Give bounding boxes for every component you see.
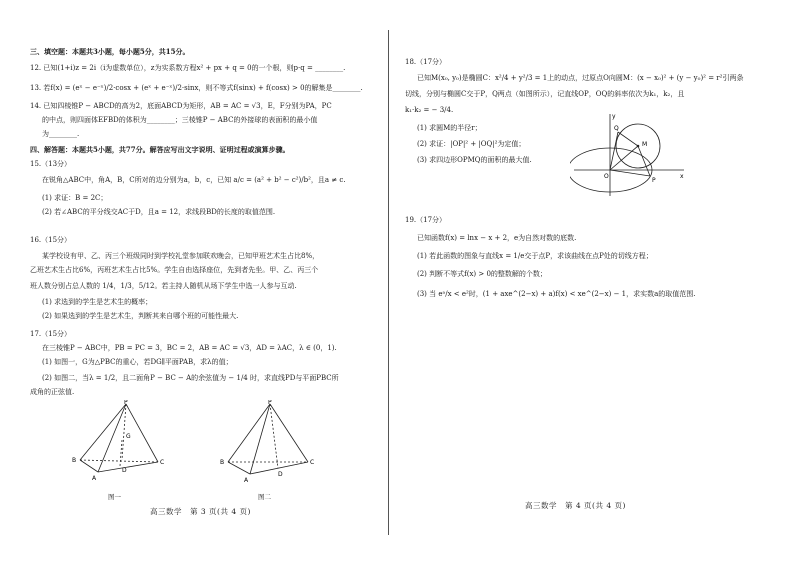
edge-pa bbox=[250, 404, 270, 474]
label-p: P bbox=[268, 400, 272, 406]
dg-line bbox=[120, 440, 122, 466]
question-18-line-2: 切线，分别与椭圆C交于P，Q两点（如图所示），记直线OP，OQ的斜率依次为k₁，k₂，且 bbox=[405, 90, 685, 98]
question-14-line-1: 14. 已知四棱锥P − ABCD的高为2，底面ABCD为矩形，AB = AC = √3，E，F分别为PA，PC bbox=[30, 102, 332, 110]
point-m bbox=[637, 145, 640, 148]
label-b: B bbox=[72, 457, 77, 464]
label-p: P bbox=[124, 400, 128, 406]
edge-pc bbox=[126, 404, 158, 462]
question-13: 13. 若f(x) = (eˣ − e⁻ˣ)/2·cosx + (eˣ + e⁻ˣ)/2·sinx，则不等式f(sinx) + f(cosx) > 0的解集是________. bbox=[30, 84, 363, 92]
label-g: G bbox=[126, 433, 131, 440]
label-p: P bbox=[652, 177, 656, 184]
section-3-heading: 三、填空题：本题共3小题，每小题5分，共15分。 bbox=[30, 47, 190, 56]
edge-bc bbox=[80, 460, 158, 462]
label-x: x bbox=[680, 173, 684, 180]
ellipse-circle-figure bbox=[570, 110, 690, 200]
edge-pb bbox=[228, 404, 270, 462]
label-c: C bbox=[310, 459, 315, 466]
question-19-header: 19.（17分） bbox=[405, 216, 447, 224]
question-17-part-1: (1) 如图一，G为△PBC的重心，若DG∥平面PAB，求λ的值； bbox=[42, 358, 233, 366]
question-17-stem: 在三棱锥P − ABC中，PB = PC = 3，BC = 2，AB = AC = √3，AD = λAC，λ ∈ (0，1). bbox=[42, 344, 337, 352]
question-15-part-1: (1) 求证：B = 2C； bbox=[42, 194, 108, 202]
question-15-header: 15.（13分） bbox=[30, 160, 72, 168]
edge-pb bbox=[80, 404, 126, 460]
question-17-header: 17.（15分） bbox=[30, 330, 72, 338]
quad-edges bbox=[618, 132, 650, 176]
question-16-line-3: 班人数分别占总人数的 1/4，1/3，5/12。若主持人随机从场下学生中选一人参与互动. bbox=[30, 282, 297, 290]
question-18-line-3: k₁·k₂ = − 3/4. bbox=[405, 106, 454, 114]
label-b: B bbox=[220, 459, 225, 466]
edge-ac bbox=[98, 462, 158, 472]
edge-ba bbox=[80, 460, 98, 472]
page-divider bbox=[388, 30, 389, 535]
question-16-line-2: 乙班艺术生占比6%，丙班艺术生占比5%。学生自由选择座位，先到者先坐。甲、乙、丙三个 bbox=[30, 266, 319, 274]
figure-2-caption: 图二 bbox=[258, 493, 271, 501]
line-op bbox=[610, 170, 650, 176]
edge-pc bbox=[270, 404, 308, 462]
question-18-part-3: (3) 求四边形OPMQ的面积的最大值. bbox=[417, 156, 532, 164]
right-page-footer: 高三数学 第 4 页(共 4 页) bbox=[525, 501, 626, 510]
label-y: y bbox=[612, 113, 616, 120]
question-19-part-1: (1) 若此函数的图象与直线x = 1/e交于点P，求该曲线在点P处的切线方程； bbox=[417, 252, 653, 260]
tetrahedron-figure-1 bbox=[70, 400, 170, 488]
edge-ba bbox=[228, 462, 250, 474]
tetrahedron-figure-2 bbox=[220, 400, 320, 488]
question-17-part-2-cont: 成角的正弦值. bbox=[30, 388, 75, 396]
left-page-footer: 高三数学 第 3 页(共 4 页) bbox=[150, 507, 251, 516]
label-o: O bbox=[604, 173, 609, 180]
figure-1-caption: 图一 bbox=[108, 493, 121, 501]
question-14-line-3: 为________. bbox=[42, 130, 80, 138]
label-d: D bbox=[278, 471, 283, 478]
question-15-stem: 在锐角△ABC中，角A，B，C所对的边分别为a，b，c，已知 a/c = (a² + b² − c²)/b²，且a ≠ c. bbox=[42, 176, 346, 184]
label-a: A bbox=[92, 475, 97, 482]
question-16-part-2: (2) 如果选到的学生是艺术生，判断其来自哪个班的可能性最大. bbox=[42, 312, 239, 320]
label-c: C bbox=[160, 459, 165, 466]
question-18-part-2: (2) 求证：|OP|² + |OQ|²为定值； bbox=[417, 140, 526, 148]
question-18-line-1: 已知M(x₀, y₀)是椭圆C：x²/4 + y²/3 = 1上的动点，过原点O向圆M：(x − x₀)² + (y − y₀)² = r²引两条 bbox=[417, 74, 744, 82]
question-16-part-1: (1) 求选到的学生是艺术生的概率； bbox=[42, 298, 153, 306]
question-16-line-1: 某学校设有甲、乙、丙三个班级同时到学校礼堂参加联欢晚会，已知甲班艺术生占比8%， bbox=[42, 252, 320, 260]
question-19-part-3: (3) 当 eᵃ/x < e²时，(1 + axe^(2−x) + a)f(x) < xe^(2−x) − 1，求实数a的取值范围. bbox=[417, 290, 696, 298]
section-4-heading: 四、解答题：本题共5小题，共77分。解答应写出文字说明、证明过程或演算步骤。 bbox=[30, 145, 290, 154]
edge-pa bbox=[98, 404, 126, 472]
label-m: M bbox=[642, 141, 648, 148]
question-18-header: 18.（17分） bbox=[405, 58, 447, 66]
question-18-part-1: (1) 求圆M的半径r； bbox=[417, 124, 482, 132]
question-17-part-2: (2) 如图二，当λ = 1/2，且二面角P − BC − A的余弦值为 − 1/4 时，求直线PD与平面PBC所 bbox=[42, 374, 339, 382]
label-d: D bbox=[122, 467, 127, 474]
label-a: A bbox=[244, 477, 249, 484]
question-16-header: 16.（15分） bbox=[30, 236, 72, 244]
edge-pd bbox=[270, 404, 278, 468]
question-15-part-2: (2) 若∠ABC的平分线交AC于D，且a = 12，求线段BD的长度的取值范围. bbox=[42, 208, 276, 216]
question-12: 12. 已知(1+i)z = 2i（i为虚数单位），z为实系数方程x² + px + q = 0的一个根，则p·q = ________. bbox=[30, 64, 346, 72]
question-14-line-2: 的中点，则四面体EFBD的体积为________；三棱锥P − ABC的外接球的表面积的最小值 bbox=[42, 116, 318, 124]
label-q: Q bbox=[614, 125, 619, 132]
question-19-stem: 已知函数f(x) = lnx − x + 2，e为自然对数的底数. bbox=[417, 234, 577, 242]
question-19-part-2: (2) 判断不等式f(x) > 0的整数解的个数； bbox=[417, 270, 547, 278]
